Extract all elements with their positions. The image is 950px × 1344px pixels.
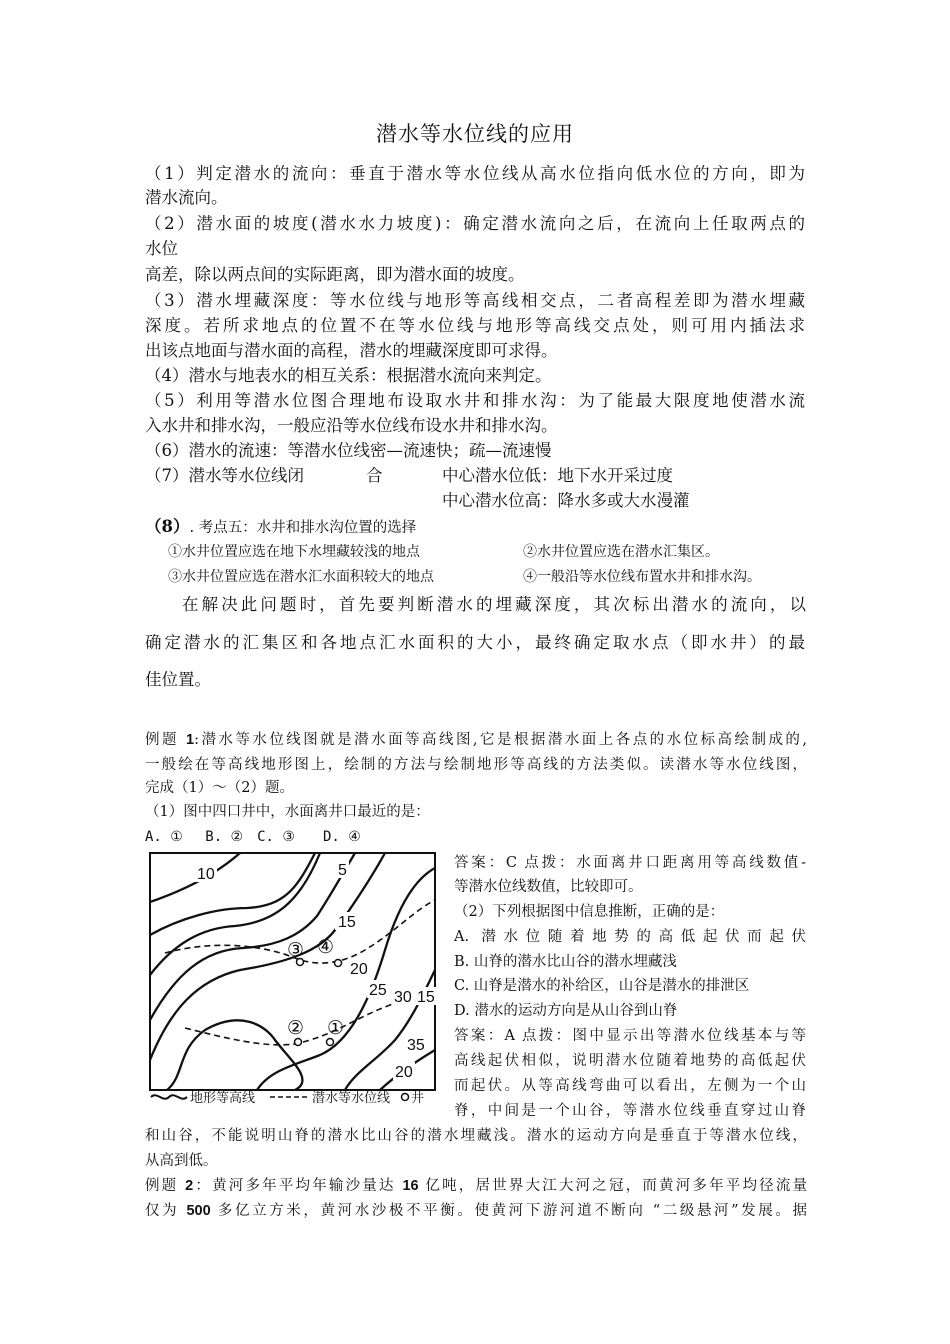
section-8-para-line-3: 佳位置。 bbox=[145, 670, 211, 689]
well-label-4: ④ bbox=[317, 936, 335, 958]
example-1-intro-line-1 bbox=[145, 728, 807, 752]
example-1-label: 例题 bbox=[145, 732, 187, 748]
well-label-3: ③ bbox=[287, 939, 305, 961]
example-2-number: 2 bbox=[185, 1178, 194, 1194]
point-5-line-1: （5）利用等潜水位图合理地布设取水井和排水沟：为了能最大限度地使潜水流 bbox=[145, 391, 805, 410]
point-3-line-2: 深度。若所求地点的位置不在等水位线与地形等高线交点处，则可用内插法求 bbox=[145, 316, 805, 335]
contour-label-35: 35 bbox=[407, 1037, 425, 1054]
example-2-text-b2: 多亿立方米，黄河水沙极不平衡。使黄河下游河道不断向 “二级悬河”发展。据 bbox=[210, 1203, 808, 1219]
example-2-runoff-value: 500 bbox=[186, 1203, 211, 1219]
well-2 bbox=[295, 1039, 302, 1046]
well-label-1: ① bbox=[327, 1017, 345, 1039]
point-2-line-3: 高差，除以两点间的实际距离，即为潜水面的坡度。 bbox=[145, 265, 525, 284]
contour-label-30: 30 bbox=[394, 989, 412, 1006]
answer-2-line-2: 高线起伏相似，说明潜水位随着地势的高低起伏 bbox=[454, 1053, 806, 1069]
legend-contour-line-icon bbox=[151, 1095, 187, 1098]
water-table-contour-map bbox=[145, 850, 441, 1112]
question-2: （2）下列根据图中信息推断，正确的是： bbox=[454, 904, 725, 920]
example-2-text-a1: ：黄河多年平均年输沙量达 bbox=[193, 1178, 403, 1194]
legend-terrain-contour: 地形等高线 bbox=[190, 1091, 256, 1106]
section-8-item-1: ①水井位置应选在地下水埋藏较浅的地点 bbox=[168, 544, 420, 560]
contour-label-15: 15 bbox=[338, 914, 356, 931]
point-1-line-2: 潜水流向。 bbox=[145, 188, 228, 207]
contour-label-15-right: 15 bbox=[417, 989, 435, 1006]
well-1 bbox=[327, 1039, 334, 1046]
legend-well: 井 bbox=[411, 1091, 425, 1106]
answer-2-line-5: 和山谷，不能说明山脊的潜水比山谷的潜水埋藏浅。潜水的运动方向是垂直于等潜水位线， bbox=[145, 1128, 807, 1144]
example-2-line-1 bbox=[145, 1174, 807, 1198]
point-7-lead: （7）潜水等水位线闭 bbox=[145, 466, 304, 485]
answer-2-line-1: 答案：A 点拨：图中显示出等潜水位线基本与等 bbox=[454, 1028, 806, 1044]
example-1-intro-line-2: 一般绘在等高线地形图上，绘制的方法与绘制地形等高线的方法类似。读潜水等水位线图， bbox=[145, 757, 807, 773]
contour-label-25: 25 bbox=[369, 982, 387, 999]
example-2-text-b1: 仅为 bbox=[145, 1203, 187, 1219]
section-8-para-line-1: 在解决此问题时，首先要判断潜水的埋藏深度，其次标出潜水的流向，以 bbox=[182, 595, 806, 614]
section-8-title: . 考点五：水井和排水沟位置的选择 bbox=[189, 520, 417, 536]
contour-value-labels bbox=[195, 860, 437, 1081]
answer-2-line-3: 而起伏。从等高线弯曲可以看出，左侧为一个山 bbox=[454, 1078, 806, 1094]
well-number-labels bbox=[287, 936, 344, 1039]
legend-well-icon bbox=[402, 1094, 409, 1101]
example-1-number: 1 bbox=[186, 732, 195, 748]
contour-label-20: 20 bbox=[350, 961, 368, 978]
point-3-line-1: （3）潜水埋藏深度：等水位线与地形等高线相交点，二者高程差即为潜水埋藏 bbox=[145, 291, 805, 310]
contour-label-5: 5 bbox=[338, 862, 347, 879]
question-1: （1）图中四口井中，水面离井口最近的是： bbox=[145, 804, 430, 820]
question-2-option-b: B. 山脊的潜水比山谷的潜水埋藏浅 bbox=[454, 954, 677, 970]
answer-2-line-6: 从高到低。 bbox=[145, 1153, 218, 1169]
section-8-item-4: ④一般沿等水位线布置水井和排水沟。 bbox=[523, 569, 761, 585]
legend-water-contour: 潜水等水位线 bbox=[312, 1091, 391, 1106]
point-6: （6）潜水的流速：等潜水位线密—流速快；疏—流速慢 bbox=[145, 441, 552, 460]
point-7-merge: 合 bbox=[366, 466, 383, 485]
section-8-item-3: ③水井位置应选在潜水汇水面积较大的地点 bbox=[168, 569, 434, 585]
contour-label-20-bottom: 20 bbox=[395, 1064, 413, 1081]
example-2-label: 例题 bbox=[145, 1178, 186, 1194]
point-4: （4）潜水与地表水的相互关系：根据潜水流向来判定。 bbox=[145, 366, 552, 385]
point-2-line-2: 水位 bbox=[145, 239, 178, 258]
point-2-line-1: （2）潜水面的坡度(潜水水力坡度)：确定潜水流向之后，在流向上任取两点的 bbox=[145, 214, 805, 233]
point-1-line-1: （1）判定潜水的流向：垂直于潜水等水位线从高水位指向低水位的方向，即为 bbox=[145, 164, 805, 183]
section-8-number: （8） bbox=[145, 517, 190, 536]
page-title: 潜水等水位线的应用 bbox=[376, 122, 574, 146]
question-2-option-a: A. 潜水位随着地势的高低起伏而起伏 bbox=[454, 929, 806, 945]
example-1-intro-line-3: 完成（1）～（2）题。 bbox=[145, 780, 294, 796]
example-2-sediment-value: 16 bbox=[402, 1178, 419, 1194]
point-5-line-2: 入水井和排水沟，一般应沿等水位线布设水井和排水沟。 bbox=[145, 416, 558, 435]
contour-label-10: 10 bbox=[197, 866, 215, 883]
point-7-low-center: 中心潜水位低：地下水开采过度 bbox=[442, 466, 673, 485]
answer-1-line-2: 等潜水位线数值，比较即可。 bbox=[454, 879, 643, 895]
point-7-high-center: 中心潜水位高：降水多或大水漫灌 bbox=[442, 491, 690, 510]
answer-2-line-4: 脊，中间是一个山谷，等潜水位线垂直穿过山脊 bbox=[454, 1103, 806, 1119]
well-4 bbox=[335, 960, 342, 967]
question-2-option-c: C. 山脊是潜水的补给区，山谷是潜水的排泄区 bbox=[454, 978, 750, 994]
section-8-para-line-2: 确定潜水的汇集区和各地点汇水面积的大小，最终确定取水点（即水井）的最 bbox=[145, 633, 805, 652]
map-legend bbox=[151, 1090, 424, 1106]
example-1-intro-a: :潜水等水位线图就是潜水面等高线图,它是根据潜水面上各点的水位标高绘制成的, bbox=[194, 732, 807, 748]
terrain-contours bbox=[150, 853, 435, 1090]
question-1-options: A. ① B. ② C. ③ D. ④ bbox=[145, 829, 361, 845]
answer-1-line-1: 答案：C 点拨：水面离井口距离用等高线数值- bbox=[454, 855, 806, 871]
point-3-line-3: 出该点地面与潜水面的高程，潜水的埋藏深度即可求得。 bbox=[145, 341, 558, 360]
example-2-line-2 bbox=[145, 1199, 807, 1223]
well-label-2: ② bbox=[287, 1017, 305, 1039]
question-2-option-d: D. 潜水的运动方向是从山谷到山脊 bbox=[454, 1003, 678, 1019]
section-8-heading bbox=[145, 515, 416, 540]
contour-map-svg bbox=[145, 850, 441, 1112]
section-8-item-2: ②水井位置应选在潜水汇集区。 bbox=[523, 544, 719, 560]
example-2-text-a2: 亿吨，居世界大江大河之冠，而黄河多年平均径流量 bbox=[418, 1178, 808, 1194]
